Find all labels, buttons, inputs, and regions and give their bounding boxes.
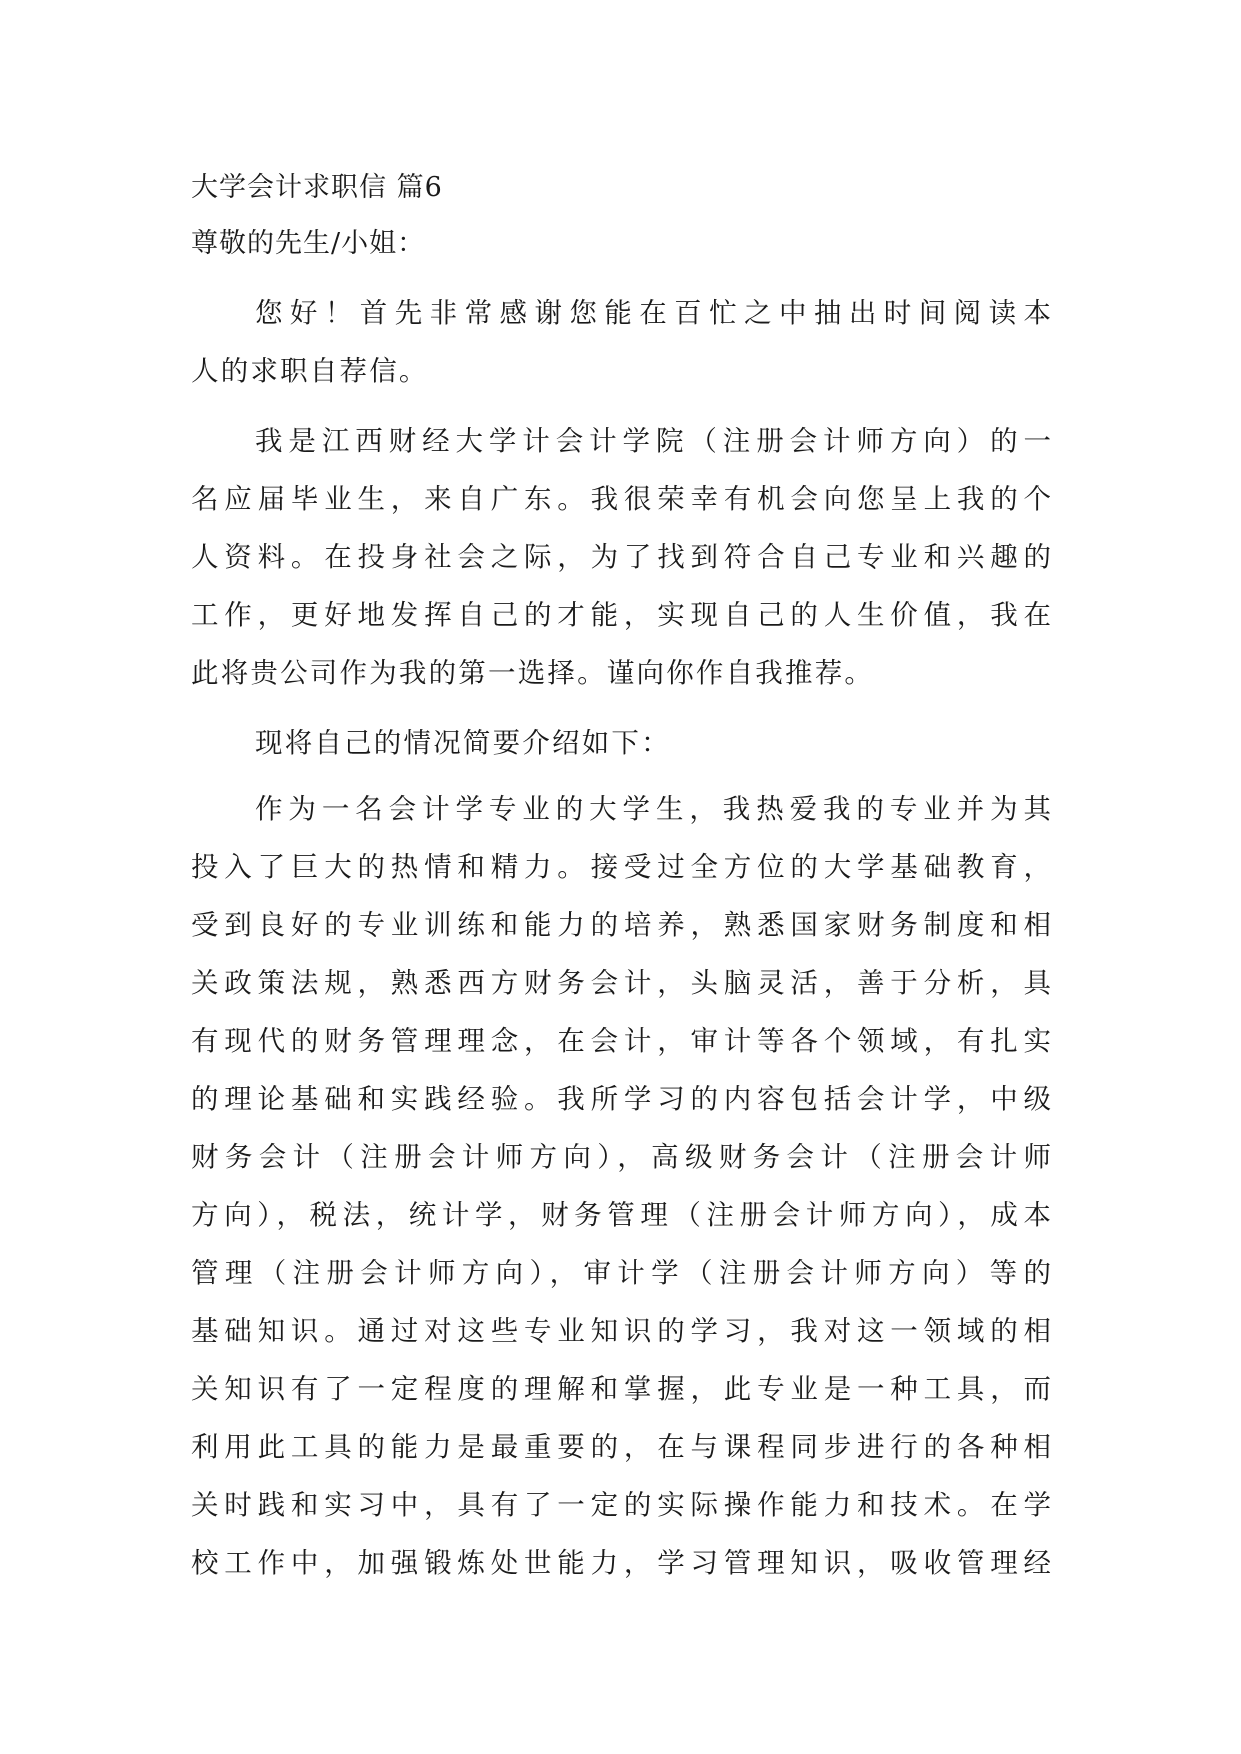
paragraph-line: 工作，更好地发挥自己的才能，实现自己的人生价值，我在	[191, 599, 1051, 631]
paragraph-line: 财务会计（注册会计师方向），高级财务会计（注册会计师	[191, 1141, 1051, 1173]
paragraph-line: 关政策法规，熟悉西方财务会计，头脑灵活，善于分析，具	[191, 967, 1051, 999]
paragraph-line: 人资料。在投身社会之际，为了找到符合自己专业和兴趣的	[191, 541, 1051, 573]
document-page	[191, 160, 1051, 1592]
paragraph-line: 您好！首先非常感谢您能在百忙之中抽出时间阅读本	[255, 297, 1051, 329]
paragraph-line: 投入了巨大的热情和精力。接受过全方位的大学基础教育，	[191, 851, 1051, 883]
paragraph-line: 有现代的财务管理理念，在会计，审计等各个领域，有扎实	[191, 1025, 1051, 1057]
paragraph-line: 关知识有了一定程度的理解和掌握，此专业是一种工具，而	[191, 1373, 1051, 1405]
paragraph-greeting	[191, 284, 1051, 400]
document-title: 大学会计求职信 篇6	[191, 172, 443, 203]
paragraph-line: 我是江西财经大学计会计学院（注册会计师方向）的一	[255, 425, 1051, 457]
paragraph-introduction	[191, 412, 1051, 702]
paragraph-line: 此将贵公司作为我的第一选择。谨向你作自我推荐。	[191, 657, 875, 689]
paragraph-line: 利用此工具的能力是最重要的，在与课程同步进行的各种相	[191, 1431, 1051, 1463]
paragraph-line: 校工作中，加强锻炼处世能力，学习管理知识，吸收管理经	[191, 1547, 1051, 1579]
salutation: 尊敬的先生/小姐：	[191, 228, 426, 259]
paragraph-line: 作为一名会计学专业的大学生，我热爱我的专业并为其	[255, 793, 1051, 825]
paragraph-line: 方向），税法，统计学，财务管理（注册会计师方向），成本	[191, 1199, 1051, 1231]
paragraph-line: 基础知识。通过对这些专业知识的学习，我对这一领域的相	[191, 1315, 1051, 1347]
paragraph-line: 管理（注册会计师方向），审计学（注册会计师方向）等的	[191, 1257, 1051, 1289]
paragraph-line: 现将自己的情况简要介绍如下：	[255, 727, 671, 759]
paragraph-line: 关时践和实习中，具有了一定的实际操作能力和技术。在学	[191, 1489, 1051, 1521]
paragraph-education	[191, 780, 1051, 1592]
paragraph-line: 名应届毕业生，来自广东。我很荣幸有机会向您呈上我的个	[191, 483, 1051, 515]
paragraph-line: 的理论基础和实践经验。我所学习的内容包括会计学，中级	[191, 1083, 1051, 1115]
paragraph-line: 受到良好的专业训练和能力的培养，熟悉国家财务制度和相	[191, 909, 1051, 941]
paragraph-line: 人的求职自荐信。	[191, 355, 429, 387]
paragraph-summary-lead	[191, 714, 1051, 772]
